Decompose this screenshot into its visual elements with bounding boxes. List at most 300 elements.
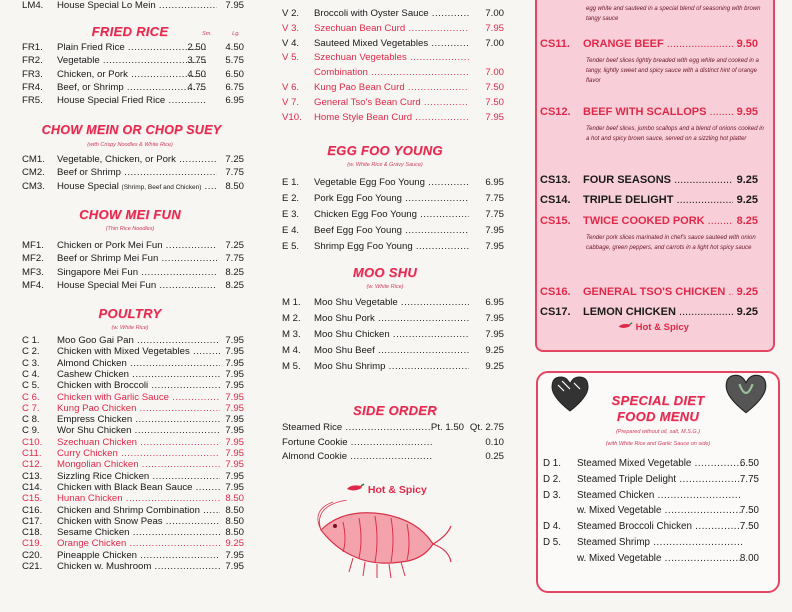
item-price: 7.50 <box>739 521 759 533</box>
fried-rice-row <box>22 95 244 107</box>
vegetable-row <box>282 23 504 35</box>
mei-fun-row <box>22 267 244 279</box>
poultry-row <box>22 358 244 370</box>
item-code: V10. <box>282 111 302 123</box>
item-name: TRIPLE DELIGHT ..... <box>583 192 733 208</box>
diet-row <box>543 458 759 470</box>
item-code: M 4. <box>282 345 301 356</box>
price-large: 5.75 <box>225 55 244 67</box>
poultry-row <box>22 346 244 358</box>
item-code: V 4. <box>282 37 300 49</box>
item-name: Steamed Rice ..... <box>282 422 432 434</box>
vegetable-row <box>282 8 504 20</box>
item-price: 7.75 <box>225 253 244 265</box>
item-name: Vegetable Egg Foo Young ..... <box>314 177 469 189</box>
item-price: 7.25 <box>225 240 244 251</box>
item-code: MF2. <box>22 253 44 265</box>
side-order-row <box>282 437 504 449</box>
egg-foo-young-subtitle: (w. White Rice & Gravy Sauce) <box>347 162 423 168</box>
poultry-row <box>22 335 244 347</box>
vegetable-row <box>282 82 504 94</box>
poultry-row <box>22 448 244 460</box>
item-price: 7.75 <box>485 193 504 205</box>
item-name: Moo Shu Chicken ..... <box>314 329 469 341</box>
diet-row <box>543 537 759 549</box>
item-price: 9.50 <box>736 38 758 50</box>
poultry-row <box>22 437 244 449</box>
price-large: 6.95 <box>225 95 244 107</box>
item-code: C16. <box>22 504 43 516</box>
item-price: 7.95 <box>485 22 504 34</box>
moo-shu-row <box>282 345 504 357</box>
egg-foo-young-row <box>282 225 504 237</box>
vegetable-row <box>282 52 504 64</box>
item-price: 7.95 <box>225 470 244 482</box>
item-name: Sauteed Mixed Vegetables ..... <box>314 38 469 50</box>
item-name: Chicken with Snow Peas ..... <box>57 516 220 528</box>
side-order-row <box>282 422 504 434</box>
item-code: D 4. <box>543 521 561 533</box>
chow-mein-row <box>22 167 244 179</box>
poultry-row <box>22 459 244 471</box>
item-name: Broccoli with Oyster Sauce ..... <box>314 8 469 20</box>
poultry-row <box>22 505 244 517</box>
item-price: 7.95 <box>225 481 244 493</box>
diet-title-line2: FOOD MENU <box>616 409 700 424</box>
size-label-small: Sm. <box>202 31 212 37</box>
item-description: Tender beef slices, jumbo scallops and a blend of onions cooked in a hot and spicy brown sauce, served on a sizzling hot platter <box>586 126 764 142</box>
item-name: Empress Chicken ..... <box>57 414 220 426</box>
chow-mein-row <box>22 154 244 166</box>
item-code: C17. <box>22 515 43 527</box>
item-name: Moo Goo Gai Pan ..... <box>57 335 220 347</box>
price-small: 3.75 <box>187 55 206 67</box>
poultry-heading: POULTRY <box>98 306 162 321</box>
item-name: Chicken Egg Foo Young ..... <box>314 209 469 221</box>
poultry-row <box>22 538 244 550</box>
item-price: 7.95 <box>225 425 244 437</box>
mei-fun-row <box>22 253 244 265</box>
item-name <box>57 181 217 194</box>
item-code: C 2. <box>22 346 40 358</box>
diet-row <box>543 521 759 533</box>
item-price: 7.95 <box>225 335 244 346</box>
item-code: FR2. <box>22 55 43 67</box>
egg-foo-young-row <box>282 193 504 205</box>
item-name: Hunan Chicken ..... <box>57 493 220 505</box>
price-pint: Pt. 1.50 <box>430 422 464 433</box>
mei-fun-heading: CHOW MEI FUN <box>79 207 181 222</box>
item-price: 9.25 <box>736 174 758 186</box>
item-name: Steamed Shrimp ..... <box>577 537 742 549</box>
item-code: E 5. <box>282 241 300 253</box>
chef-special-row <box>540 36 758 52</box>
item-name: Steamed Broccoli Chicken ..... <box>577 521 742 533</box>
vegetable-row <box>282 67 504 79</box>
item-code: FR4. <box>22 81 43 93</box>
item-name: Moo Shu Vegetable ..... <box>314 297 469 309</box>
item-name: Steamed Triple Delight ..... <box>577 474 742 486</box>
diet-title-line1: SPECIAL DIET <box>611 393 705 408</box>
item-name: Szechuan Vegetables ..... <box>314 52 469 64</box>
item-name: LEMON CHICKEN ..... <box>583 304 733 320</box>
item-code: C12. <box>22 459 43 471</box>
item-price: 7.00 <box>485 37 504 49</box>
egg-foo-young-row <box>282 209 504 221</box>
item-name: Chicken, or Pork ..... <box>57 69 207 81</box>
hot-spicy-legend <box>345 483 427 496</box>
item-code: C14. <box>22 481 43 493</box>
item-price: 7.95 <box>225 0 244 11</box>
item-name: ORANGE BEEF ..... <box>583 36 733 52</box>
item-price: 7.25 <box>225 154 244 165</box>
item-name: FOUR SEASONS ..... <box>583 172 733 188</box>
chili-pepper-icon <box>617 322 636 333</box>
item-code: D 2. <box>543 473 561 485</box>
item-code: CM3. <box>22 180 45 192</box>
diet-row <box>543 490 759 502</box>
item-price: 9.25 <box>485 361 504 372</box>
item-price: 7.95 <box>225 346 244 358</box>
poultry-row <box>22 482 244 494</box>
fried-rice-row <box>22 82 244 94</box>
item-code: CS14. <box>540 194 571 206</box>
item-code: MF3. <box>22 266 44 278</box>
item-code: FR3. <box>22 68 43 80</box>
price-large: 4.50 <box>225 42 244 53</box>
item-code: E 4. <box>282 225 300 237</box>
item-price: 9.95 <box>736 106 758 118</box>
item-code: M 5. <box>282 361 301 372</box>
moo-shu-subtitle: (w. White Rice) <box>366 284 404 290</box>
item-code: C 1. <box>22 335 40 346</box>
diet-row <box>543 505 759 517</box>
poultry-row <box>22 471 244 483</box>
item-name: Szechuan Bean Curd ..... <box>314 23 469 35</box>
item-name: House Special Fried Rice ..... <box>57 95 207 107</box>
item-name: Szechuan Chicken ..... <box>57 437 220 449</box>
item-price: 7.75 <box>225 167 244 179</box>
item-name: Beef Egg Foo Young ..... <box>314 225 469 237</box>
item-code: D 5. <box>543 537 561 548</box>
item-price: 8.25 <box>225 280 244 292</box>
fried-rice-heading: FRIED RICE <box>91 24 169 39</box>
item-code: M 1. <box>282 297 301 308</box>
item-name: Orange Chicken ..... <box>57 538 220 550</box>
item-name: Vegetable ..... <box>57 55 207 67</box>
item-note: (Shrimp, Beef and Chicken) <box>121 183 202 191</box>
mei-fun-row <box>22 240 244 252</box>
chef-special-row <box>540 192 758 208</box>
item-price: 6.50 <box>739 458 759 469</box>
chef-special-row <box>540 284 758 300</box>
item-description: Tender pork slices marinated in chef's sauce sauteed with onion cabbage, green peppers, and carrots in a light hot spicy sauce <box>586 235 756 251</box>
diet-row <box>543 553 759 565</box>
item-name: Kung Pao Chicken ..... <box>57 403 220 415</box>
price-large: 6.75 <box>225 81 244 93</box>
item-name: Chicken w. Mushroom ..... <box>57 561 220 573</box>
item-code: LM4. <box>22 0 44 11</box>
item-code: CM1. <box>22 154 45 165</box>
hot-spicy-label: Hot & Spicy <box>367 484 427 496</box>
item-name: Moo Shu Pork ..... <box>314 313 469 325</box>
item-name: Chicken with Black Bean Sauce ..... <box>57 482 220 494</box>
size-label-large: Lg. <box>232 31 240 37</box>
fried-rice-row <box>22 69 244 81</box>
item-name: Mongolian Chicken ..... <box>57 459 220 471</box>
item-code: C 8. <box>22 414 40 426</box>
item-name: Shrimp Egg Foo Young ..... <box>314 241 469 253</box>
item-price: 7.00 <box>485 67 504 79</box>
item-name: Home Style Bean Curd ..... <box>314 112 469 124</box>
price-small: 2.50 <box>187 42 206 53</box>
hot-spicy-legend-panel <box>617 322 689 333</box>
item-name: Steamed Chicken ..... <box>577 490 742 502</box>
item-name: Chicken with Broccoli ..... <box>57 380 220 392</box>
item-price: 9.25 <box>225 538 244 550</box>
shrimp-illustration <box>313 500 453 585</box>
item-name: Plain Fried Rice ..... <box>57 42 207 54</box>
item-price: 7.95 <box>225 357 244 369</box>
item-name: Sizzling Rice Chicken ..... <box>57 471 220 483</box>
item-price: 7.95 <box>225 380 244 392</box>
item-price: 7.75 <box>485 209 504 221</box>
item-price: 7.95 <box>485 329 504 340</box>
item-price: 8.50 <box>225 180 244 192</box>
item-name-text: House Special <box>57 180 122 192</box>
moo-shu-row <box>282 329 504 341</box>
heart-icon-right <box>724 373 768 420</box>
item-name: House Special Lo Mein ..... <box>57 0 217 12</box>
item-price: 7.95 <box>485 111 504 123</box>
price-small: 4.75 <box>187 81 206 93</box>
item-price: 7.95 <box>225 459 244 471</box>
poultry-row <box>22 414 244 426</box>
item-price: 7.95 <box>225 448 244 459</box>
item-code: CS11. <box>540 38 570 50</box>
price-large: 6.50 <box>225 68 244 80</box>
item-name: Chicken with Garlic Sauce ..... <box>57 392 220 404</box>
item-price: 7.95 <box>225 414 244 426</box>
item-name: Almond Cookie ..... <box>282 451 432 463</box>
poultry-row <box>22 425 244 437</box>
chef-special-row <box>540 213 758 229</box>
item-code: C19. <box>22 538 43 550</box>
poultry-row <box>22 527 244 539</box>
item-name: Steamed Mixed Vegetable ..... <box>577 458 742 470</box>
egg-foo-young-heading: EGG FOO YOUNG <box>327 143 443 158</box>
mei-fun-row <box>22 280 244 292</box>
chow-mein-subtitle: (with Crispy Noodles & White Rice) <box>87 142 173 148</box>
item-code: C 7. <box>22 402 40 414</box>
item-price: 7.75 <box>739 473 759 485</box>
moo-shu-row <box>282 313 504 325</box>
vegetable-row <box>282 112 504 124</box>
item-code: C18. <box>22 527 43 539</box>
chef-special-row <box>540 104 758 120</box>
item-price: 8.25 <box>736 215 758 227</box>
fried-rice-row <box>22 42 244 54</box>
poultry-row <box>22 550 244 562</box>
item-name: Fortune Cookie ..... <box>282 437 432 449</box>
item-code: C15. <box>22 493 43 505</box>
item-price: 7.50 <box>739 505 759 517</box>
item-code: M 3. <box>282 329 301 340</box>
item-price: 8.00 <box>739 552 759 564</box>
diet-subtitle-2: (with White Rice and Garlic Sauce on side) <box>605 441 711 447</box>
item-price: 7.95 <box>485 225 504 237</box>
item-code: E 1. <box>282 177 300 188</box>
item-name: House Special Mei Fun ..... <box>57 280 217 292</box>
fried-rice-row <box>22 55 244 67</box>
item-name: Kung Pao Bean Curd ..... <box>314 82 469 94</box>
item-price: 9.25 <box>736 286 758 298</box>
item-price: 9.25 <box>736 306 758 318</box>
item-code: V 3. <box>282 22 300 34</box>
item-name: Almond Chicken ..... <box>57 358 220 370</box>
item-code: V 6. <box>282 82 300 93</box>
item-code: C10. <box>22 436 43 448</box>
poultry-row <box>22 392 244 404</box>
item-name: Curry Chicken ..... <box>57 448 220 460</box>
item-name: Pork Egg Foo Young ..... <box>314 193 469 205</box>
item-code: E 3. <box>282 209 300 221</box>
mei-fun-subtitle: (Thin Rice Noodles) <box>105 226 155 232</box>
item-price: Qt. 2.75 <box>469 422 504 433</box>
poultry-row <box>22 493 244 505</box>
chow-mein-heading: CHOW MEIN OR CHOP SUEY <box>41 123 222 137</box>
item-code: C 9. <box>22 425 40 437</box>
heart-icon-left <box>550 375 590 418</box>
item-name: Chicken or Pork Mei Fun ..... <box>57 240 217 252</box>
item-code: C20. <box>22 549 43 561</box>
poultry-row <box>22 516 244 528</box>
item-code: CS16. <box>540 286 571 298</box>
chef-special-row <box>540 172 758 188</box>
item-name: Combination ..... <box>314 67 469 79</box>
item-code: FR5. <box>22 95 43 107</box>
item-name: Chicken with Mixed Vegetables ..... <box>57 346 220 358</box>
item-code: MF1. <box>22 240 44 251</box>
item-name: Beef, or Shrimp ..... <box>57 82 207 94</box>
item-name: TWICE COOKED PORK ..... <box>583 213 733 229</box>
moo-shu-row <box>282 361 504 373</box>
item-description: Tender beef slices lightly breaded with egg white and cooked in a tangy, lightly sweet and spicy sauce with a distinct hint of orange flavor <box>586 58 759 84</box>
item-name: Vegetable, Chicken, or Pork ..... <box>57 154 217 166</box>
item-name: Beef or Shrimp ..... <box>57 167 217 179</box>
item-price: 0.25 <box>485 451 504 462</box>
side-order-heading: SIDE ORDER <box>353 403 437 418</box>
poultry-subtitle: (w. White Rice) <box>111 325 149 331</box>
item-price: 7.50 <box>485 96 504 108</box>
item-price: 7.95 <box>225 402 244 414</box>
chef-special-row <box>540 304 758 320</box>
item-code: C 6. <box>22 391 40 403</box>
item-price: 7.95 <box>225 368 244 380</box>
item-price: 0.10 <box>485 436 504 448</box>
poultry-row <box>22 403 244 415</box>
item-price: 7.00 <box>485 8 504 19</box>
chow-mein-row <box>22 181 244 193</box>
item-price: 6.95 <box>485 177 504 188</box>
item-name: Chicken and Shrimp Combination ..... <box>57 505 220 517</box>
item-name: GENERAL TSO'S CHICKEN ..... <box>583 284 733 300</box>
item-name: Cashew Chicken ..... <box>57 369 220 381</box>
item-code: CS17. <box>540 306 571 318</box>
item-price: 9.25 <box>485 345 504 356</box>
item-price: 8.50 <box>225 493 244 505</box>
poultry-row <box>22 561 244 573</box>
egg-foo-young-row <box>282 241 504 253</box>
item-price: 7.95 <box>225 549 244 561</box>
vegetable-row <box>282 97 504 109</box>
item-code: CM2. <box>22 167 45 179</box>
item-code: C 5. <box>22 380 40 392</box>
item-name: Singapore Mei Fun ..... <box>57 267 217 279</box>
item-price: 8.50 <box>225 504 244 516</box>
item-price: 8.50 <box>225 515 244 527</box>
item-price: 8.50 <box>225 527 244 539</box>
item-code: V 5. <box>282 52 300 64</box>
item-code: M 2. <box>282 313 301 324</box>
item-name: Sesame Chicken ..... <box>57 527 220 539</box>
lo-mein-row <box>22 0 244 12</box>
item-code: MF4. <box>22 280 44 292</box>
item-name: Wor Shu Chicken ..... <box>57 425 220 437</box>
vegetable-row <box>282 38 504 50</box>
diet-row <box>543 474 759 486</box>
item-code: FR1. <box>22 42 43 53</box>
item-code: V 2. <box>282 8 300 19</box>
item-code: CS13. <box>540 174 571 186</box>
item-code: D 1. <box>543 458 561 469</box>
item-price: 8.25 <box>225 266 244 278</box>
moo-shu-row <box>282 297 504 309</box>
item-name: BEEF WITH SCALLOPS ..... <box>583 104 733 120</box>
side-order-row <box>282 451 504 463</box>
item-price: 7.50 <box>485 82 504 93</box>
item-name: Pineapple Chicken ..... <box>57 550 220 562</box>
poultry-row <box>22 380 244 392</box>
item-price: 7.95 <box>225 391 244 403</box>
item-code: CS15. <box>540 215 571 227</box>
egg-foo-young-row <box>282 177 504 189</box>
item-price: 7.95 <box>225 561 244 572</box>
item-code: CS12. <box>540 106 571 118</box>
item-price: 7.95 <box>485 241 504 253</box>
item-name: General Tso's Bean Curd ..... <box>314 97 469 109</box>
poultry-row <box>22 369 244 381</box>
item-code: C13. <box>22 470 43 482</box>
item-name: w. Mixed Vegetable ..... <box>577 553 742 565</box>
item-name: Moo Shu Shrimp ..... <box>314 361 469 373</box>
item-name: w. Mixed Vegetable ..... <box>577 505 742 517</box>
item-code: C 3. <box>22 357 40 369</box>
diet-subtitle-1: (Prepared without oil, salt, M.S.G.) <box>615 429 701 435</box>
item-price: 9.25 <box>736 194 758 206</box>
moo-shu-heading: MOO SHU <box>352 265 418 280</box>
price-small: 4.50 <box>187 68 206 80</box>
item-code: C 4. <box>22 368 40 380</box>
item-code: C11. <box>22 448 42 459</box>
item-name: Moo Shu Beef ..... <box>314 345 469 357</box>
item-name: Beef or Shrimp Mei Fun ..... <box>57 253 217 265</box>
hot-spicy-label: Hot & Spicy <box>635 322 689 333</box>
item-code: E 2. <box>282 193 300 205</box>
item-price: 6.95 <box>485 297 504 308</box>
top-description: egg white and sauteed in a special blend of seasoning with brown tangy sauce <box>586 6 761 22</box>
chili-pepper-icon <box>345 484 368 496</box>
